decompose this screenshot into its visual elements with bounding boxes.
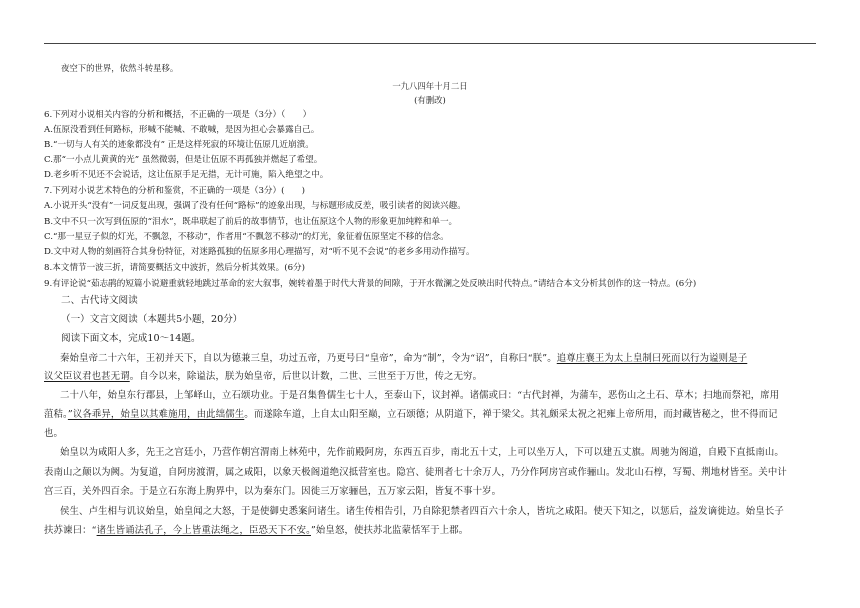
passage-date: 一九八四年十月二日: [392, 81, 468, 91]
question-6-option-c: C.那“一小点儿黄黄的光” 虽然微弱，但是让伍原不再孤独并燃起了希望。: [44, 155, 323, 165]
question-9: 9.有评论说“茹志鹃的短篇小说避重就轻地跳过革命的宏大叙事，婉转着墨于时代大背景的间隙，于开水微澜之处反映出时代特点。”请结合本文分析其创作的这一特点。(6分): [44, 279, 697, 289]
p1-text-end: 。自今以来，除谥法，朕为始皇帝，后世以计数，二世、三世至于万世，传之无穷。: [129, 371, 483, 382]
p1-underlined-sentence-a: 追尊庄襄王为太上皇制曰死而以行为谥则是子: [556, 353, 748, 364]
passage-paragraph-1-line-1: [60, 352, 747, 365]
question-7-option-b: B.文中不只一次写到伍原的“泪水”，既串联起了前后的故事情节，也让伍原这个人物的形象更加纯粹和单一。: [44, 217, 458, 227]
section-title: 二、古代诗文阅读: [61, 295, 138, 306]
passage-paragraph-1-line-2: [44, 370, 482, 383]
p4-text-end: ”始皇怒，使扶苏北监蒙恬军于上郡。: [310, 525, 469, 536]
question-6-stem: 6.下列对小说相关内容的分析和概括，不正确的一项是（3分）（ ）: [44, 110, 312, 120]
p2-text-start: 菹秸。: [44, 409, 68, 420]
p4-underlined-sentence: 诸生皆诵法孔子，今上皆重法绳之，臣恐天下不安。: [96, 525, 311, 536]
question-6-option-a: A.伍原没看到任何路标，形喊不能喊、不敢喊，是因为担心会暴露自己。: [44, 125, 320, 135]
passage-paragraph-3-line-1: 始皇以为咸阳人多，先王之宫廷小，乃营作朝宫渭南上林苑中，先作前殿阿房，东西五百步，南北五十丈，上可以坐万人，下可以建五丈旗。周驰为阁道，自殿下直抵南山。: [60, 447, 784, 458]
question-8: 8.本文情节一波三折，请简要概括文中波折，然后分析其效果。(6分): [44, 263, 305, 273]
source-note: (有删改): [414, 95, 446, 105]
header-rule: [44, 43, 816, 44]
passage-paragraph-2-line-1: 二十八年，始皇东行郡县，上邹峄山，立石颂功业。于是召集鲁儒生七十人，至泰山下，议封禅。诸儒或曰：“古代封禅，为蒲车，恶伤山之土石、草木；扫地而祭祀，席用: [60, 390, 780, 401]
question-7-option-c: C.“那一星豆子似的灯光，不飘忽，不移动”，作者用“不飘忽不移动”的灯光，象征着伍原坚定不移的信念。: [44, 232, 449, 242]
passage-paragraph-4-line-1: 侯生、卢生相与讥议始皇，始皇闻之大怒，于是使御史悉案问诸生。诸生传相告引，乃自除犯禁者四百六十余人，皆坑之咸阳。使天下知之，以惩后，益发谪徙边。始皇长子: [60, 506, 784, 517]
question-7-option-a: A.小说开头“没有”一词反复出现，强调了没有任何“路标”的迹象出现，与标题形成反差，吸引读者的阅读兴趣。: [44, 201, 466, 211]
passage-paragraph-2-line-3: 也。: [44, 428, 64, 439]
passage-paragraph-3-line-3: 宫三百，关外四百余。于是立石东海上朐界中，以为秦东门。因徙三万家骊邑，五万家云阳，皆复不事十岁。: [44, 486, 502, 497]
question-6-option-b: B.“一切与人有关的迹象都没有” 正是这样死寂的环境让伍原几近崩溃。: [44, 140, 314, 150]
previous-passage-tail: 夜空下的世界，依然斗转星移。: [61, 63, 179, 73]
p1-text: 秦始皇帝二十六年，王初并天下，自以为德兼三皇，功过五帝，乃更号曰“皇帝”，命为“制”，令为“诏”，自称曰“朕”。: [60, 353, 557, 364]
passage-paragraph-3-line-2: 表南山之颠以为阙。为复道，自阿房渡渭，属之咸阳，以象天极阁道绝汉抵营室也。隐宫、徒刑者七十余万人，乃分作阿房宫或作骊山。发北山石椁，写蜀、荆地材皆至。关中计: [44, 467, 787, 478]
p4-text-start: 扶苏谏曰：“: [44, 525, 97, 536]
p2-underlined-sentence: ”议各乖异，始皇以其难施用，由此绌儒生: [67, 409, 245, 420]
p1-underlined-sentence-b: 议父臣议君也甚无谓: [44, 371, 130, 382]
question-7-option-d: D.文中对人物的刻画符合其身份特征，对迷路孤独的伍原多用心理描写，对“听不见不会说”的老乡多用动作描写。: [44, 247, 475, 257]
question-7-stem: 7.下列对小说艺术特色的分析和鉴赏，不正确的一项是（3分）( ): [44, 186, 305, 196]
reading-instruction: 阅读下面文本，完成10～14题。: [61, 333, 201, 344]
question-6-option-d: D.老乡听不见还不会说话，这让伍原手足无措，无计可施，陷入绝望之中。: [44, 170, 329, 180]
passage-paragraph-4-line-2: [44, 524, 468, 537]
subsection-title: （一）文言文阅读（本题共5小题，20分）: [61, 314, 243, 325]
passage-paragraph-2-line-2: [44, 408, 778, 421]
p2-text-end: 。而遂除车道，上自太山阳至巅，立石颂德；从阴道下，禅于梁父。其礼颇采太祝之祀雍上帝所用，而封藏皆秘之，世不得而记: [244, 409, 778, 420]
